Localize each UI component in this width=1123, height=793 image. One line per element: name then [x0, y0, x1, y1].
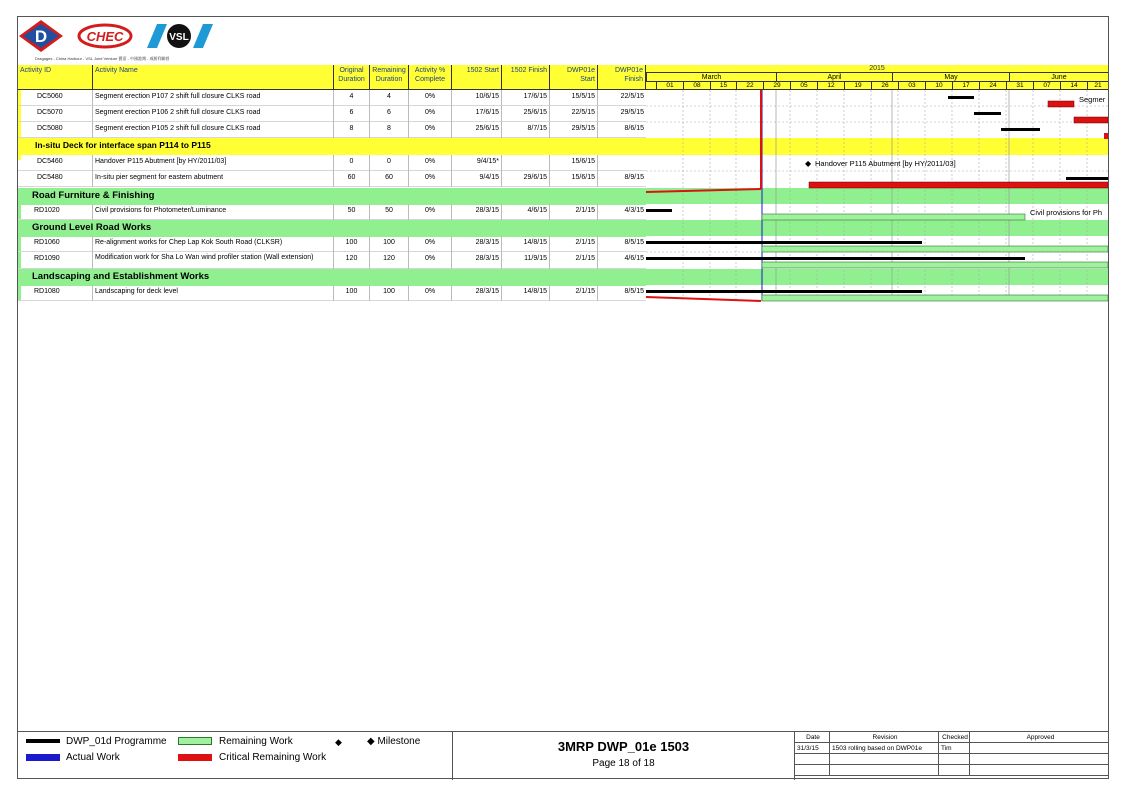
remaining-duration: 100	[370, 285, 409, 301]
legend-critical-swatch	[178, 754, 212, 761]
gantt-chart	[646, 65, 1108, 303]
week-label: 24	[979, 82, 1006, 90]
programme-bar[interactable]	[646, 241, 922, 244]
rev-col-revision: Revision	[830, 732, 939, 743]
critical-bar[interactable]	[1104, 133, 1108, 139]
band-bg-ground-level	[646, 220, 1108, 236]
milestone-label: Handover P115 Abutment [by HY/2011/03]	[815, 159, 956, 168]
legend-actual-label: Actual Work	[66, 752, 120, 763]
start-1502: 28/3/15	[452, 236, 502, 252]
month-label: June	[1009, 73, 1108, 82]
finish-1502: 25/6/15	[502, 106, 550, 122]
start-1502: 28/3/15	[452, 204, 502, 220]
legend-milestone-icon: ◆	[335, 737, 342, 747]
dwp-finish: 8/5/15	[624, 288, 644, 295]
activity-id: RD1090	[18, 252, 93, 269]
start-1502: 10/6/15	[452, 90, 502, 106]
week-label: 26	[871, 82, 898, 90]
dwp-finish: 8/9/15	[624, 174, 644, 181]
week-label: 17	[952, 82, 979, 90]
rev-col-checked: Checked	[939, 732, 970, 743]
gantt-year: 2015	[646, 65, 1108, 73]
activity-name: Civil provisions for Photometer/Luminance	[93, 204, 334, 220]
activity-id: DC5060	[18, 90, 93, 106]
activity-pct: 0%	[409, 236, 452, 252]
dwp-start: 22/5/15	[550, 106, 598, 122]
group-title: Landscaping and Establishment Works	[32, 271, 210, 282]
dwp-start: 15/6/15	[550, 155, 598, 171]
activity-name: In-situ pier segment for eastern abutment	[93, 171, 334, 187]
start-1502: 28/3/15	[452, 252, 502, 269]
milestone-icon[interactable]: ◆	[805, 159, 812, 168]
col-remaining-duration[interactable]: Remaining Duration	[370, 65, 409, 90]
week-label: 01	[656, 82, 683, 90]
week-label: 14	[1060, 82, 1087, 90]
col-1502-finish[interactable]: 1502 Finish	[502, 65, 550, 90]
bar-label: Civil provisions for Ph	[1030, 208, 1103, 217]
dwp-finish: 8/6/15	[624, 125, 644, 132]
legend-milestone-label: ◆ Milestone	[367, 736, 421, 747]
group-title: Road Furniture & Finishing	[32, 190, 155, 201]
table-row[interactable]	[18, 122, 646, 138]
band-bg-landscaping	[646, 269, 1108, 285]
chec-logo	[77, 23, 133, 49]
activity-id: DC5480	[18, 171, 93, 187]
programme-bar[interactable]	[974, 112, 1001, 115]
remaining-duration: 0	[370, 155, 409, 171]
original-duration: 8	[334, 122, 370, 138]
remaining-duration: 4	[370, 90, 409, 106]
original-duration: 120	[334, 252, 370, 269]
start-1502: 9/4/15	[452, 171, 502, 187]
logo-caption: Dragages - China Harbour - VSL Joint Venture 寶嘉 - 中國港灣 - 威勝利聯營	[35, 56, 170, 61]
finish-1502: 8/7/15	[502, 122, 550, 138]
dwp-finish: 22/5/15	[620, 93, 644, 100]
remaining-duration: 100	[370, 236, 409, 252]
finish-1502	[502, 155, 550, 171]
legend-critical-label: Critical Remaining Work	[219, 752, 327, 763]
group-title: Ground Level Road Works	[32, 222, 152, 233]
col-1502-start[interactable]: 1502 Start	[452, 65, 502, 90]
col-activity-pct[interactable]: Activity % Complete	[409, 65, 452, 90]
start-1502: 25/6/15	[452, 122, 502, 138]
table-row[interactable]	[18, 236, 646, 252]
week-label: 15	[710, 82, 736, 90]
activity-pct: 0%	[409, 155, 452, 171]
col-activity-name[interactable]: Activity Name	[93, 65, 334, 90]
activity-id: DC5460	[18, 155, 93, 171]
group-title: In-situ Deck for interface span P114 to P115	[35, 140, 211, 150]
start-1502: 17/6/15	[452, 106, 502, 122]
activity-pct: 0%	[409, 171, 452, 187]
col-dwp-finish[interactable]: DWP01e Finish	[598, 65, 646, 90]
dwp-start: 2/1/15	[550, 204, 598, 220]
legend-actual-swatch	[26, 754, 60, 761]
col-dwp-start[interactable]: DWP01e Start	[550, 65, 598, 90]
dwp-start: 15/6/15	[550, 171, 598, 187]
activity-pct: 0%	[409, 285, 452, 301]
gantt-plot	[646, 65, 1108, 303]
table-header	[18, 65, 646, 90]
dwp-start: 15/5/15	[550, 90, 598, 106]
table-row[interactable]	[18, 106, 646, 122]
vsl-logo	[143, 22, 215, 50]
start-1502: 28/3/15	[452, 285, 502, 301]
critical-progress-line	[646, 297, 761, 301]
dwp-start: 2/1/15	[550, 236, 598, 252]
start-1502: 9/4/15*	[452, 155, 502, 171]
remaining-duration: 120	[370, 252, 409, 269]
legend-remaining-swatch	[178, 737, 212, 745]
legend-programme-swatch	[26, 739, 60, 743]
activity-id: DC5080	[18, 122, 93, 138]
finish-1502: 11/9/15	[502, 252, 550, 269]
group-band-ground-level[interactable]	[18, 220, 646, 237]
activity-pct: 0%	[409, 204, 452, 220]
revision-header	[795, 732, 1109, 743]
original-duration: 50	[334, 204, 370, 220]
week-label: 19	[844, 82, 871, 90]
activity-name: Handover P115 Abutment [by HY/2011/03]	[93, 155, 334, 171]
week-label: 08	[683, 82, 710, 90]
report-title: 3MRP DWP_01e 1503	[557, 739, 690, 754]
activity-pct: 0%	[409, 122, 452, 138]
week-label: 31	[1006, 82, 1033, 90]
title-block	[452, 732, 795, 780]
svg-text:VSL: VSL	[169, 32, 189, 43]
activity-pct: 0%	[409, 252, 452, 269]
dwp-finish: 4/6/15	[624, 255, 644, 262]
month-label: April	[776, 73, 892, 82]
bar-label: Segmer	[1079, 95, 1106, 104]
remaining-bar[interactable]	[762, 246, 1108, 252]
group-band-landscaping[interactable]	[18, 269, 646, 286]
dwp-start: 2/1/15	[550, 252, 598, 269]
week-label: 29	[763, 82, 790, 90]
remaining-duration: 8	[370, 122, 409, 138]
dwp-start: 29/5/15	[550, 122, 598, 138]
activity-id: RD1080	[18, 285, 93, 301]
dwp-finish: 8/5/15	[624, 239, 644, 246]
finish-1502: 14/8/15	[502, 236, 550, 252]
activity-name: Segment erection P105 2 shift full closure CLKS road	[93, 122, 334, 138]
original-duration: 100	[334, 285, 370, 301]
programme-bar[interactable]	[646, 257, 1025, 260]
legend-remaining-label: Remaining Work	[219, 736, 293, 747]
programme-bar[interactable]	[646, 290, 922, 293]
dwp-finish	[598, 155, 646, 171]
table-row[interactable]	[18, 285, 646, 301]
svg-text:D: D	[34, 27, 48, 46]
activity-pct: 0%	[409, 106, 452, 122]
programme-bar[interactable]	[1066, 177, 1108, 180]
table-row[interactable]	[18, 155, 646, 171]
group-band-road-furniture[interactable]	[18, 188, 646, 205]
rev-date: 31/3/15	[795, 743, 830, 754]
activity-id: DC5070	[18, 106, 93, 122]
table-row[interactable]	[18, 171, 646, 187]
activity-pct: 0%	[409, 90, 452, 106]
week-label: 03	[898, 82, 925, 90]
revision-row	[795, 743, 1109, 754]
week-label: 21	[1087, 82, 1108, 90]
dwp-start: 2/1/15	[550, 285, 598, 301]
original-duration: 4	[334, 90, 370, 106]
group-band-insitu[interactable]	[18, 138, 646, 155]
rev-text: 1503 rolling based on DWP01e	[830, 743, 939, 754]
dragages-logo	[19, 20, 63, 52]
remaining-duration: 60	[370, 171, 409, 187]
activity-name: Modification work for Sha Lo Wan wind profiler station (Wall extension)	[93, 252, 334, 269]
remaining-duration: 6	[370, 106, 409, 122]
original-duration: 0	[334, 155, 370, 171]
band-bg-insitu	[646, 138, 1108, 155]
rev-col-approved: Approved	[1026, 734, 1055, 741]
activity-name: Landscaping for deck level	[93, 285, 334, 301]
table-row[interactable]	[18, 90, 646, 106]
original-duration: 60	[334, 171, 370, 187]
legend-footer	[17, 731, 1109, 779]
finish-1502: 17/6/15	[502, 90, 550, 106]
dwp-finish: 29/5/15	[620, 109, 644, 116]
finish-1502: 29/6/15	[502, 171, 550, 187]
finish-1502: 4/6/15	[502, 204, 550, 220]
dwp-finish: 4/3/15	[624, 207, 644, 214]
svg-text:CHEC: CHEC	[86, 29, 124, 44]
week-label: 07	[1033, 82, 1060, 90]
original-duration: 6	[334, 106, 370, 122]
original-duration: 100	[334, 236, 370, 252]
remaining-bar[interactable]	[762, 214, 1025, 220]
activity-name: Segment erection P107 2 shift full closure CLKS road	[93, 90, 334, 106]
rev-col-date: Date	[795, 732, 830, 743]
month-label: May	[892, 73, 1009, 82]
remaining-duration: 50	[370, 204, 409, 220]
revision-row	[795, 765, 1109, 776]
activity-id: RD1060	[18, 236, 93, 252]
remaining-bar[interactable]	[762, 262, 1108, 268]
finish-1502: 14/8/15	[502, 285, 550, 301]
activity-name: Segment erection P106 2 shift full closure CLKS road	[93, 106, 334, 122]
programme-bar[interactable]	[1001, 128, 1040, 131]
legend-programme-label: DWP_01d Programme	[66, 736, 167, 747]
week-label: 22	[736, 82, 763, 90]
week-label: 10	[925, 82, 952, 90]
remaining-bar[interactable]	[762, 295, 1108, 301]
table-row[interactable]	[18, 252, 646, 269]
critical-bar[interactable]	[1048, 101, 1074, 107]
col-activity-id[interactable]: Activity ID	[18, 65, 93, 90]
week-label: 05	[790, 82, 817, 90]
activity-name: Re-alignment works for Chep Lap Kok South Road (CLKSR)	[93, 236, 334, 252]
programme-bar[interactable]	[646, 209, 672, 212]
rev-approved	[970, 743, 1109, 754]
col-original-duration[interactable]: Original Duration	[334, 65, 370, 90]
page-number: Page 18 of 18	[592, 758, 655, 769]
week-label: 12	[817, 82, 844, 90]
revision-row	[795, 754, 1109, 765]
month-label: March	[646, 73, 776, 82]
critical-bar[interactable]	[1074, 117, 1108, 123]
activity-id: RD1020	[18, 204, 93, 220]
programme-bar[interactable]	[948, 96, 974, 99]
critical-bar[interactable]	[809, 182, 1108, 188]
table-row[interactable]	[18, 204, 646, 220]
rev-checked: Tim	[939, 743, 970, 754]
